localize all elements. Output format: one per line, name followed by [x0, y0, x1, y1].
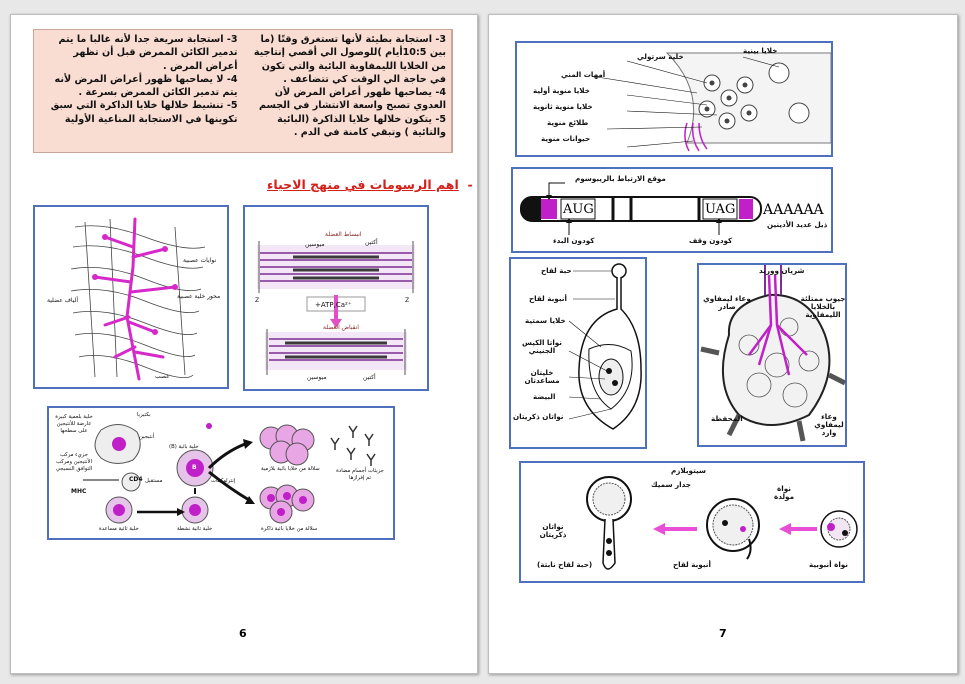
stop-codon-label: كودون وقف	[689, 236, 733, 245]
page-number-left: 6	[239, 627, 247, 640]
generative-label: نواة مولدة	[773, 484, 795, 501]
stem-cells-label: خلايا بينية	[743, 46, 778, 55]
seminiferous-diagram	[515, 41, 833, 157]
germination-diagram	[519, 461, 865, 583]
ribosome-site-label: موقع الارتباط بالريبوسوم	[575, 174, 666, 183]
mrna-diagram	[511, 167, 833, 253]
memory-cells-label: سلالة من خلايا بائية ذاكرة	[261, 526, 318, 532]
sperm-label: حيوانات منوية	[541, 134, 591, 143]
helper-cells-label: خليتان مساعدتان	[524, 368, 560, 385]
mhc-label: MHC	[71, 488, 87, 495]
myosin-label-2: ميوسين	[307, 374, 327, 381]
actin-label: أكتين	[365, 239, 378, 246]
immune-diagram	[47, 406, 395, 540]
nerve-label: عصب	[155, 373, 170, 380]
myosin-label: ميوسين	[305, 241, 325, 248]
cytoplasm-label: سيتوبلازم	[671, 466, 707, 475]
page-number-right: 7	[719, 627, 727, 640]
right-col-item-5: 5- يتكون خلالها خلايا الذاكرة (البائية والتائية ) وتبقي كامنة في الدم .	[277, 113, 446, 139]
left-col-item-5: 5- تنشيط خلالها خلايا الذاكرة التي سبق تكوينها في الاستجابة المناعية الأولية	[50, 100, 238, 125]
tube-label: أنبوبة لقاح	[529, 294, 567, 303]
plasma-cells-label: سلالة من خلايا بائية بلازمية	[261, 466, 320, 472]
axon-label: محور خلية عصبية	[177, 293, 221, 300]
section-heading	[267, 177, 473, 192]
b-letter: B	[192, 464, 197, 471]
b-cell-label: خلية بائية (B)	[169, 444, 199, 450]
fibers-label: ألياف عضلية	[47, 297, 79, 304]
comparison-table	[33, 29, 453, 153]
spermatids-label: طلائع منوية	[547, 118, 589, 127]
nerve-diagram	[33, 205, 229, 389]
start-codon: AUG	[563, 202, 594, 217]
heading-text: اهم الرسومات في منهج الاحياء	[267, 177, 459, 192]
grain-label: حبة لقاح	[541, 266, 572, 275]
afferent-label: وعاء ليمفاوي وارد	[814, 412, 844, 437]
z-label-right: Z	[405, 297, 410, 304]
apc-label: خلية بلعمية كبيرة عارضة للأنتيجين على سطحها	[55, 414, 93, 434]
left-page	[10, 14, 478, 674]
male-nuclei-label: نواتان ذكريتان	[513, 412, 564, 421]
male-nuclei-label-2: نواتان ذكريتان	[539, 522, 567, 539]
mhc-complex-label: جزيء مركب الأنتيجين ومركب التوافق النسيجي	[55, 452, 93, 472]
wall-label: جدار سميك	[651, 480, 691, 489]
actin-label-2: أكتين	[363, 374, 376, 381]
egg-label: البيضة	[533, 392, 556, 401]
polya-label: ذيل عديد الأدينين	[767, 220, 828, 229]
antibodies-label: جزيئات أجسام مضادة تم إفرازها	[336, 468, 384, 481]
right-col-item-4: 4- يصاحبها ظهور أعراض المرض لأن العدوي تصبح واسعة الانتشار في الجسم	[258, 87, 446, 112]
cd4-label: CD4	[129, 476, 143, 483]
vessels-label: شريان ووريد	[759, 266, 805, 275]
antigen-label: أنتيجين	[139, 434, 155, 440]
synergids-label: خلايا سمتية	[525, 316, 566, 325]
atp-label: +ATP,Ca²⁺	[315, 301, 352, 309]
capsule-label: المحفظة	[711, 414, 743, 423]
heading-bullet: -	[467, 177, 473, 192]
bacteria-label: بكتيريا	[137, 412, 151, 418]
nuclei-label: نوايات عصبية	[183, 257, 217, 264]
tube-nucleus-label: نواة أنبوبية	[809, 560, 849, 569]
z-label-left: Z	[255, 297, 260, 304]
contracted-label: انقباض العضلة	[323, 324, 359, 331]
cd4-receptor-label: مستقبل	[145, 478, 163, 484]
germination-caption: (حبة لقاح نابتة)	[537, 560, 593, 569]
table-left-column	[34, 30, 243, 152]
embryo-sac-label: نواتا الكيس الجنيني	[521, 338, 562, 355]
right-col-item-3: 3- استجابة بطيئة لأنها تستغرق وقتًا (ما بين 10:5أيام )للوصول الي أقصي إنتاجية من الخلايا الليمفاوية البائية والتي تكون في حاجة الي الوقت كي تتضاعف .	[253, 34, 446, 85]
spermatogonia-label: أمهات المني	[561, 70, 606, 79]
start-codon-label: كودون البدء	[553, 236, 595, 245]
tube-label-2: أنبوبة لقاح	[673, 560, 711, 569]
sertoli-label: خلية سرتولي	[637, 52, 684, 61]
primary-label: خلايا منوية أولية	[533, 86, 590, 95]
activated-t-label: خلية تائية نشطة	[177, 526, 213, 532]
right-page	[488, 14, 958, 674]
relaxed-label: انبساط العضلة	[325, 231, 362, 238]
interleukins-label: إنترلوكينات	[211, 478, 236, 484]
polya-tail: AAAAAA	[763, 202, 824, 218]
ovule-diagram	[509, 257, 647, 449]
table-right-column	[243, 30, 453, 152]
secondary-label: خلايا منوية ثانوية	[533, 102, 593, 111]
helper-t-label: خلية تائية مساعدة	[99, 526, 139, 532]
lymph-node-diagram	[697, 263, 847, 447]
left-col-item-3: 3- استجابة سريعة جدا لأنه غالبا ما يتم تدمير الكائن الممرض قبل أن تظهر أعراض المرض .	[58, 34, 238, 72]
muscle-diagram	[243, 205, 429, 391]
left-col-item-4: 4- لا يصاحبها ظهور أعراض المرض لأنه يتم تدمير الكائن الممرض بسرعة .	[54, 73, 238, 99]
efferent-label: وعاء ليمفاوي صادر	[703, 294, 751, 311]
stop-codon: UAG	[705, 202, 736, 217]
sinuses-label: جيوب ممتلئة بالخلايا الليمفاوية	[800, 294, 846, 319]
